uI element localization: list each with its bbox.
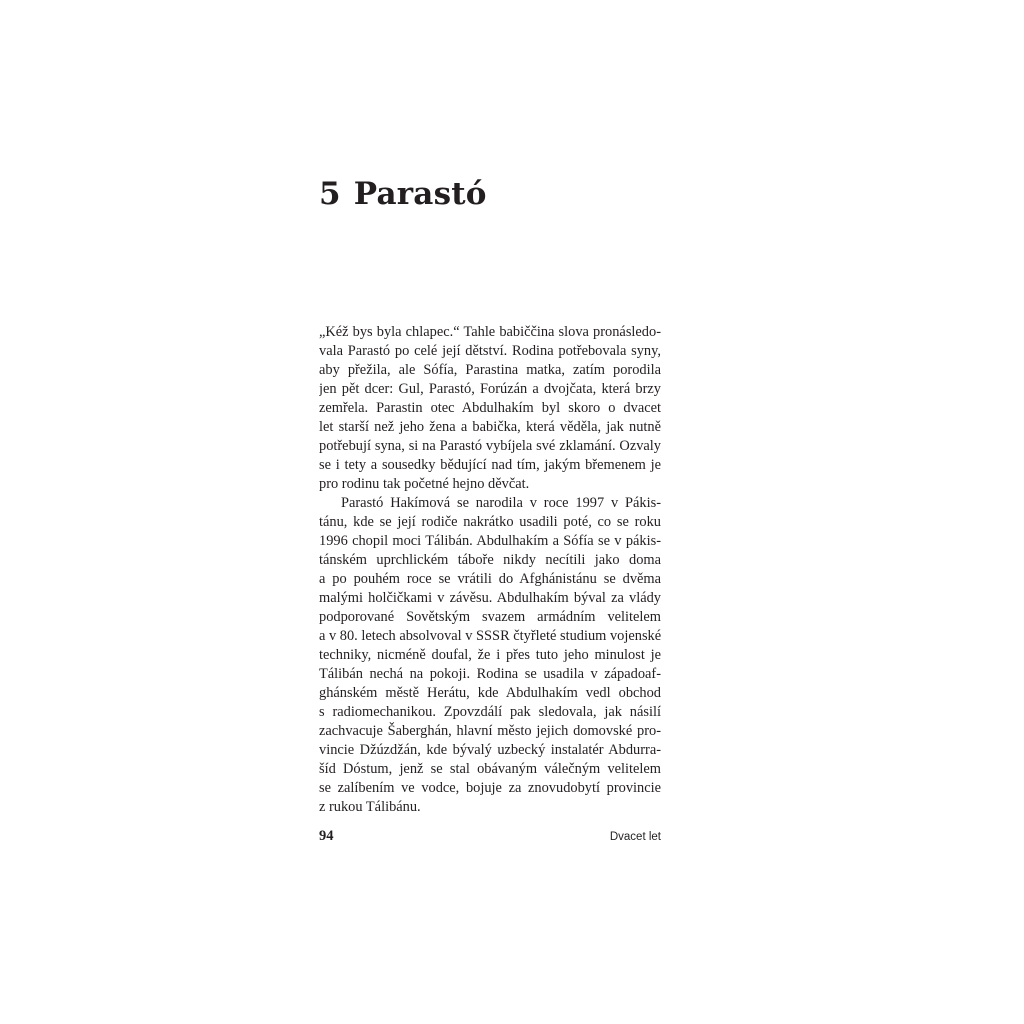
text-line: vincie Džúzdžán, kde bývalý uzbecký instalatér Abdurra- [319,742,661,758]
text-line: podporované Sovětským svazem armádním velitelem [319,609,661,625]
text-line: se i tety a sousedky bědující nad tím, jakým břemenem je [319,457,661,473]
text-line: a v 80. letech absolvoval v SSSR čtyřleté studium vojenské [319,628,661,644]
text-line: ghánském městě Herátu, kde Abdulhakím vedl obchod [319,685,661,701]
text-line: se zalíbením ve vodce, bojuje za znovudobytí provincie [319,780,661,796]
text-line: 1996 chopil moci Tálibán. Abdulhakím a Sófía se v pákis- [319,533,661,549]
chapter-title [319,172,487,216]
text-line: šíd Dóstum, jenž se stal obávaným válečným velitelem [319,761,661,777]
text-line: aby přežila, ale Sófía, Parastina matka, zatím porodila [319,362,661,378]
text-line: jen pět dcer: Gul, Parastó, Forúzán a dvojčata, která brzy [319,381,661,397]
chapter-name: Parastó [353,176,487,212]
text-line: „Kéž bys byla chlapec.“ Tahle babiččina slova pronásledo- [319,324,661,340]
text-line: potřebují syna, si na Parastó vybíjela své zklamání. Ozvaly [319,438,661,454]
page-footer [319,826,661,846]
paragraph-2 [319,494,661,817]
text-line: vala Parastó po celé její dětství. Rodina potřebovala syny, [319,343,661,359]
text-line: tánském uprchlickém táboře nikdy necítili jako doma [319,552,661,568]
text-line: tánu, kde se její rodiče nakrátko usadili poté, co se roku [319,514,661,530]
text-line: malými holčičkami v závěsu. Abdulhakím býval za vlády [319,590,661,606]
text-line: Parastó Hakímová se narodila v roce 1997 v Pákis- [341,495,661,511]
page-number: 94 [319,828,334,844]
text-line: let starší než jeho žena a babička, která věděla, jak nutně [319,419,661,435]
paragraph-1 [319,323,661,494]
text-line: techniky, nicméně doufal, že i přes tuto jeho minulost je [319,647,661,663]
chapter-number: 5 [319,176,341,212]
text-line: zemřela. Parastin otec Abdulhakím byl skoro o dvacet [319,400,661,416]
text-line: s radiomechanikou. Zpovzdálí pak sledovala, jak násilí [319,704,661,720]
text-line: Tálibán nechá na pokoji. Rodina se usadila v západoaf- [319,666,661,682]
running-title: Dvacet let [609,831,661,843]
text-line: zachvacuje Šaberghán, hlavní město jejich domovské pro- [319,723,661,739]
body-text [319,323,661,817]
text-line: z rukou Tálibánu. [319,799,421,815]
text-line: pro rodinu tak početné hejno děvčat. [319,476,530,492]
text-line: a po pouhém roce se vrátili do Afghánistánu se dvěma [319,571,661,587]
